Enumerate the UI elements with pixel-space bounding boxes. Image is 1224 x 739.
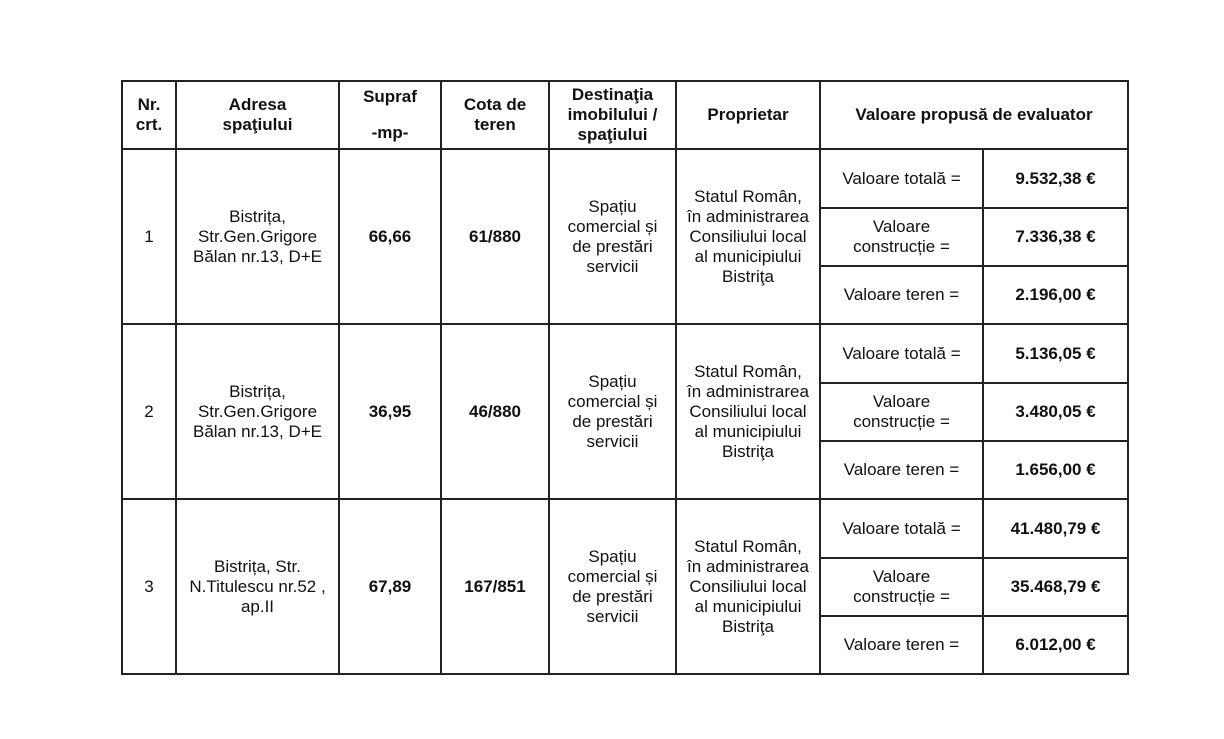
row-owner: Statul Român, în administrarea Consiliului local al municipiului Bistriţa [676, 149, 820, 324]
value-amount: 6.012,00 € [983, 616, 1128, 674]
row-land-share: 61/880 [441, 149, 549, 324]
header-suprafata-top: Supraf [363, 87, 417, 106]
value-label: Valoare teren = [820, 616, 983, 674]
row-number: 3 [122, 499, 176, 674]
row-destination: Spațiu comercial și de prestări servicii [549, 149, 676, 324]
table-row [122, 499, 1128, 558]
header-nr: Nr. crt. [122, 81, 176, 149]
row-area: 36,95 [339, 324, 441, 499]
table-row [122, 149, 1128, 208]
value-amount: 7.336,38 € [983, 208, 1128, 266]
header-row [122, 81, 1128, 149]
row-destination: Spațiu comercial și de prestări servicii [549, 324, 676, 499]
header-suprafata [339, 81, 441, 149]
value-amount: 35.468,79 € [983, 558, 1128, 616]
value-label: Valoare construcție = [820, 558, 983, 616]
value-label: Valoare construcție = [820, 208, 983, 266]
header-destinatia: Destinaţia imobilului / spaţiului [549, 81, 676, 149]
row-area: 66,66 [339, 149, 441, 324]
value-amount: 2.196,00 € [983, 266, 1128, 324]
row-destination: Spațiu comercial și de prestări servicii [549, 499, 676, 674]
value-label: Valoare totală = [820, 149, 983, 208]
row-address: Bistrița, Str.Gen.Grigore Bălan nr.13, D+E [176, 324, 339, 499]
row-land-share: 46/880 [441, 324, 549, 499]
value-amount: 5.136,05 € [983, 324, 1128, 383]
row-address: Bistrița, Str.Gen.Grigore Bălan nr.13, D+E [176, 149, 339, 324]
header-proprietar: Proprietar [676, 81, 820, 149]
header-adresa: Adresa spaţiului [176, 81, 339, 149]
row-area: 67,89 [339, 499, 441, 674]
value-label: Valoare totală = [820, 324, 983, 383]
table-row [122, 324, 1128, 383]
value-amount: 9.532,38 € [983, 149, 1128, 208]
value-amount: 41.480,79 € [983, 499, 1128, 558]
header-valoare: Valoare propusă de evaluator [820, 81, 1128, 149]
row-address: Bistrița, Str. N.Titulescu nr.52 , ap.II [176, 499, 339, 674]
row-owner: Statul Român, în administrarea Consiliului local al municipiului Bistriţa [676, 324, 820, 499]
row-number: 2 [122, 324, 176, 499]
header-suprafata-unit: -mp- [371, 123, 409, 142]
evaluation-table [121, 80, 1129, 675]
value-label: Valoare teren = [820, 441, 983, 499]
header-cota: Cota de teren [441, 81, 549, 149]
value-label: Valoare totală = [820, 499, 983, 558]
row-number: 1 [122, 149, 176, 324]
value-label: Valoare teren = [820, 266, 983, 324]
value-amount: 1.656,00 € [983, 441, 1128, 499]
row-owner: Statul Român, în administrarea Consiliului local al municipiului Bistriţa [676, 499, 820, 674]
value-label: Valoare construcție = [820, 383, 983, 441]
row-land-share: 167/851 [441, 499, 549, 674]
value-amount: 3.480,05 € [983, 383, 1128, 441]
